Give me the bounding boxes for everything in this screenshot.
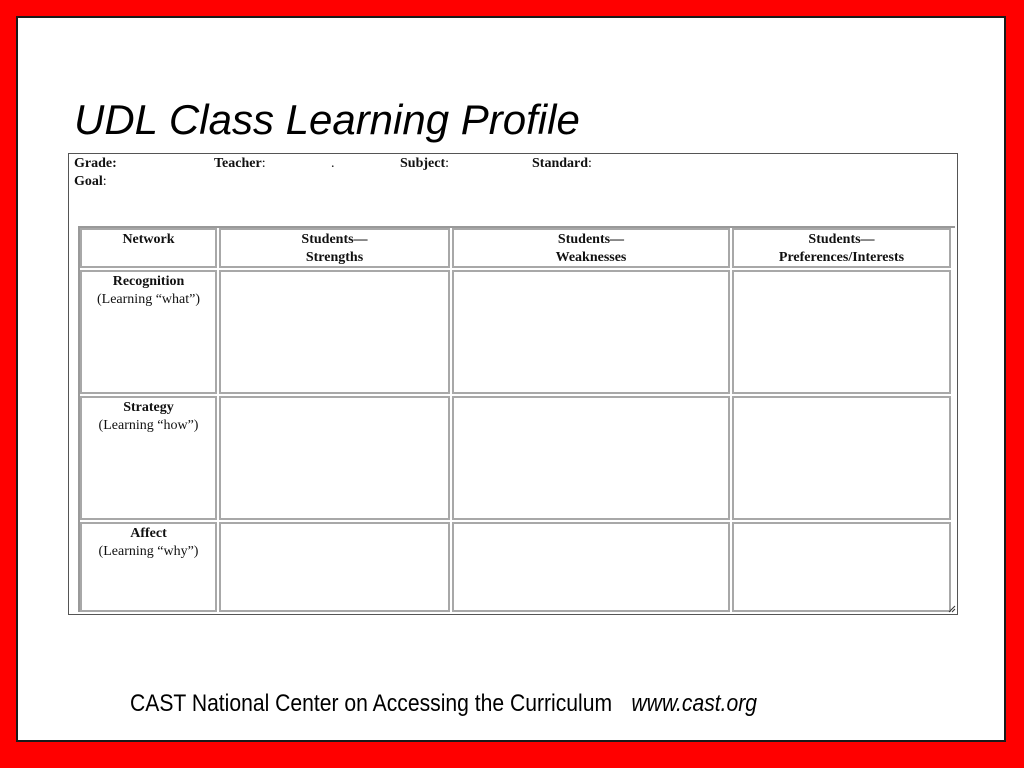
row-recognition-label — [80, 270, 217, 394]
row-affect-desc: (Learning “why”) — [98, 544, 199, 559]
header-strengths-line2: Strengths — [305, 250, 364, 265]
header-preferences-line1: Students— — [808, 232, 875, 247]
grade-label: Grade: — [74, 156, 117, 171]
affect-strengths-cell[interactable] — [219, 522, 450, 612]
row-strategy-label — [80, 396, 217, 520]
header-preferences-line2: Preferences/Interests — [778, 250, 905, 265]
header-weaknesses-line1: Students— — [557, 232, 625, 247]
teacher-dot: . — [331, 156, 335, 171]
resize-handle-icon[interactable] — [948, 603, 956, 613]
recognition-preferences-cell[interactable] — [732, 270, 951, 394]
header-preferences — [732, 228, 951, 268]
footer-url[interactable]: www.cast.org — [631, 690, 758, 717]
learning-profile-form — [68, 153, 958, 615]
form-header-row — [74, 156, 674, 174]
slide-title: UDL Class Learning Profile — [74, 96, 580, 143]
standard-label: Standard: — [532, 156, 592, 171]
recognition-strengths-cell[interactable] — [219, 270, 450, 394]
strategy-weaknesses-cell[interactable] — [452, 396, 730, 520]
profile-table — [78, 226, 955, 612]
header-network — [80, 228, 217, 268]
recognition-weaknesses-cell[interactable] — [452, 270, 730, 394]
row-strategy-desc: (Learning “how”) — [98, 418, 199, 433]
header-weaknesses-line2: Weaknesses — [555, 250, 627, 265]
strategy-preferences-cell[interactable] — [732, 396, 951, 520]
row-recognition-name: Recognition — [112, 274, 185, 289]
affect-weaknesses-cell[interactable] — [452, 522, 730, 612]
header-weaknesses — [452, 228, 730, 268]
header-strengths-line1: Students— — [301, 232, 368, 247]
row-affect-label — [80, 522, 217, 612]
strategy-strengths-cell[interactable] — [219, 396, 450, 520]
goal-label: Goal: — [74, 174, 107, 189]
slide — [16, 16, 1006, 742]
footer — [130, 690, 757, 718]
row-recognition-desc: (Learning “what”) — [97, 292, 200, 307]
affect-preferences-cell[interactable] — [732, 522, 951, 612]
row-strategy-name: Strategy — [123, 400, 174, 415]
header-strengths — [219, 228, 450, 268]
row-affect-name: Affect — [130, 526, 167, 541]
header-network-label: Network — [122, 232, 175, 247]
teacher-label: Teacher: — [214, 156, 266, 171]
subject-label: Subject: — [400, 156, 450, 171]
footer-org: CAST National Center on Accessing the Curriculum — [130, 690, 613, 717]
